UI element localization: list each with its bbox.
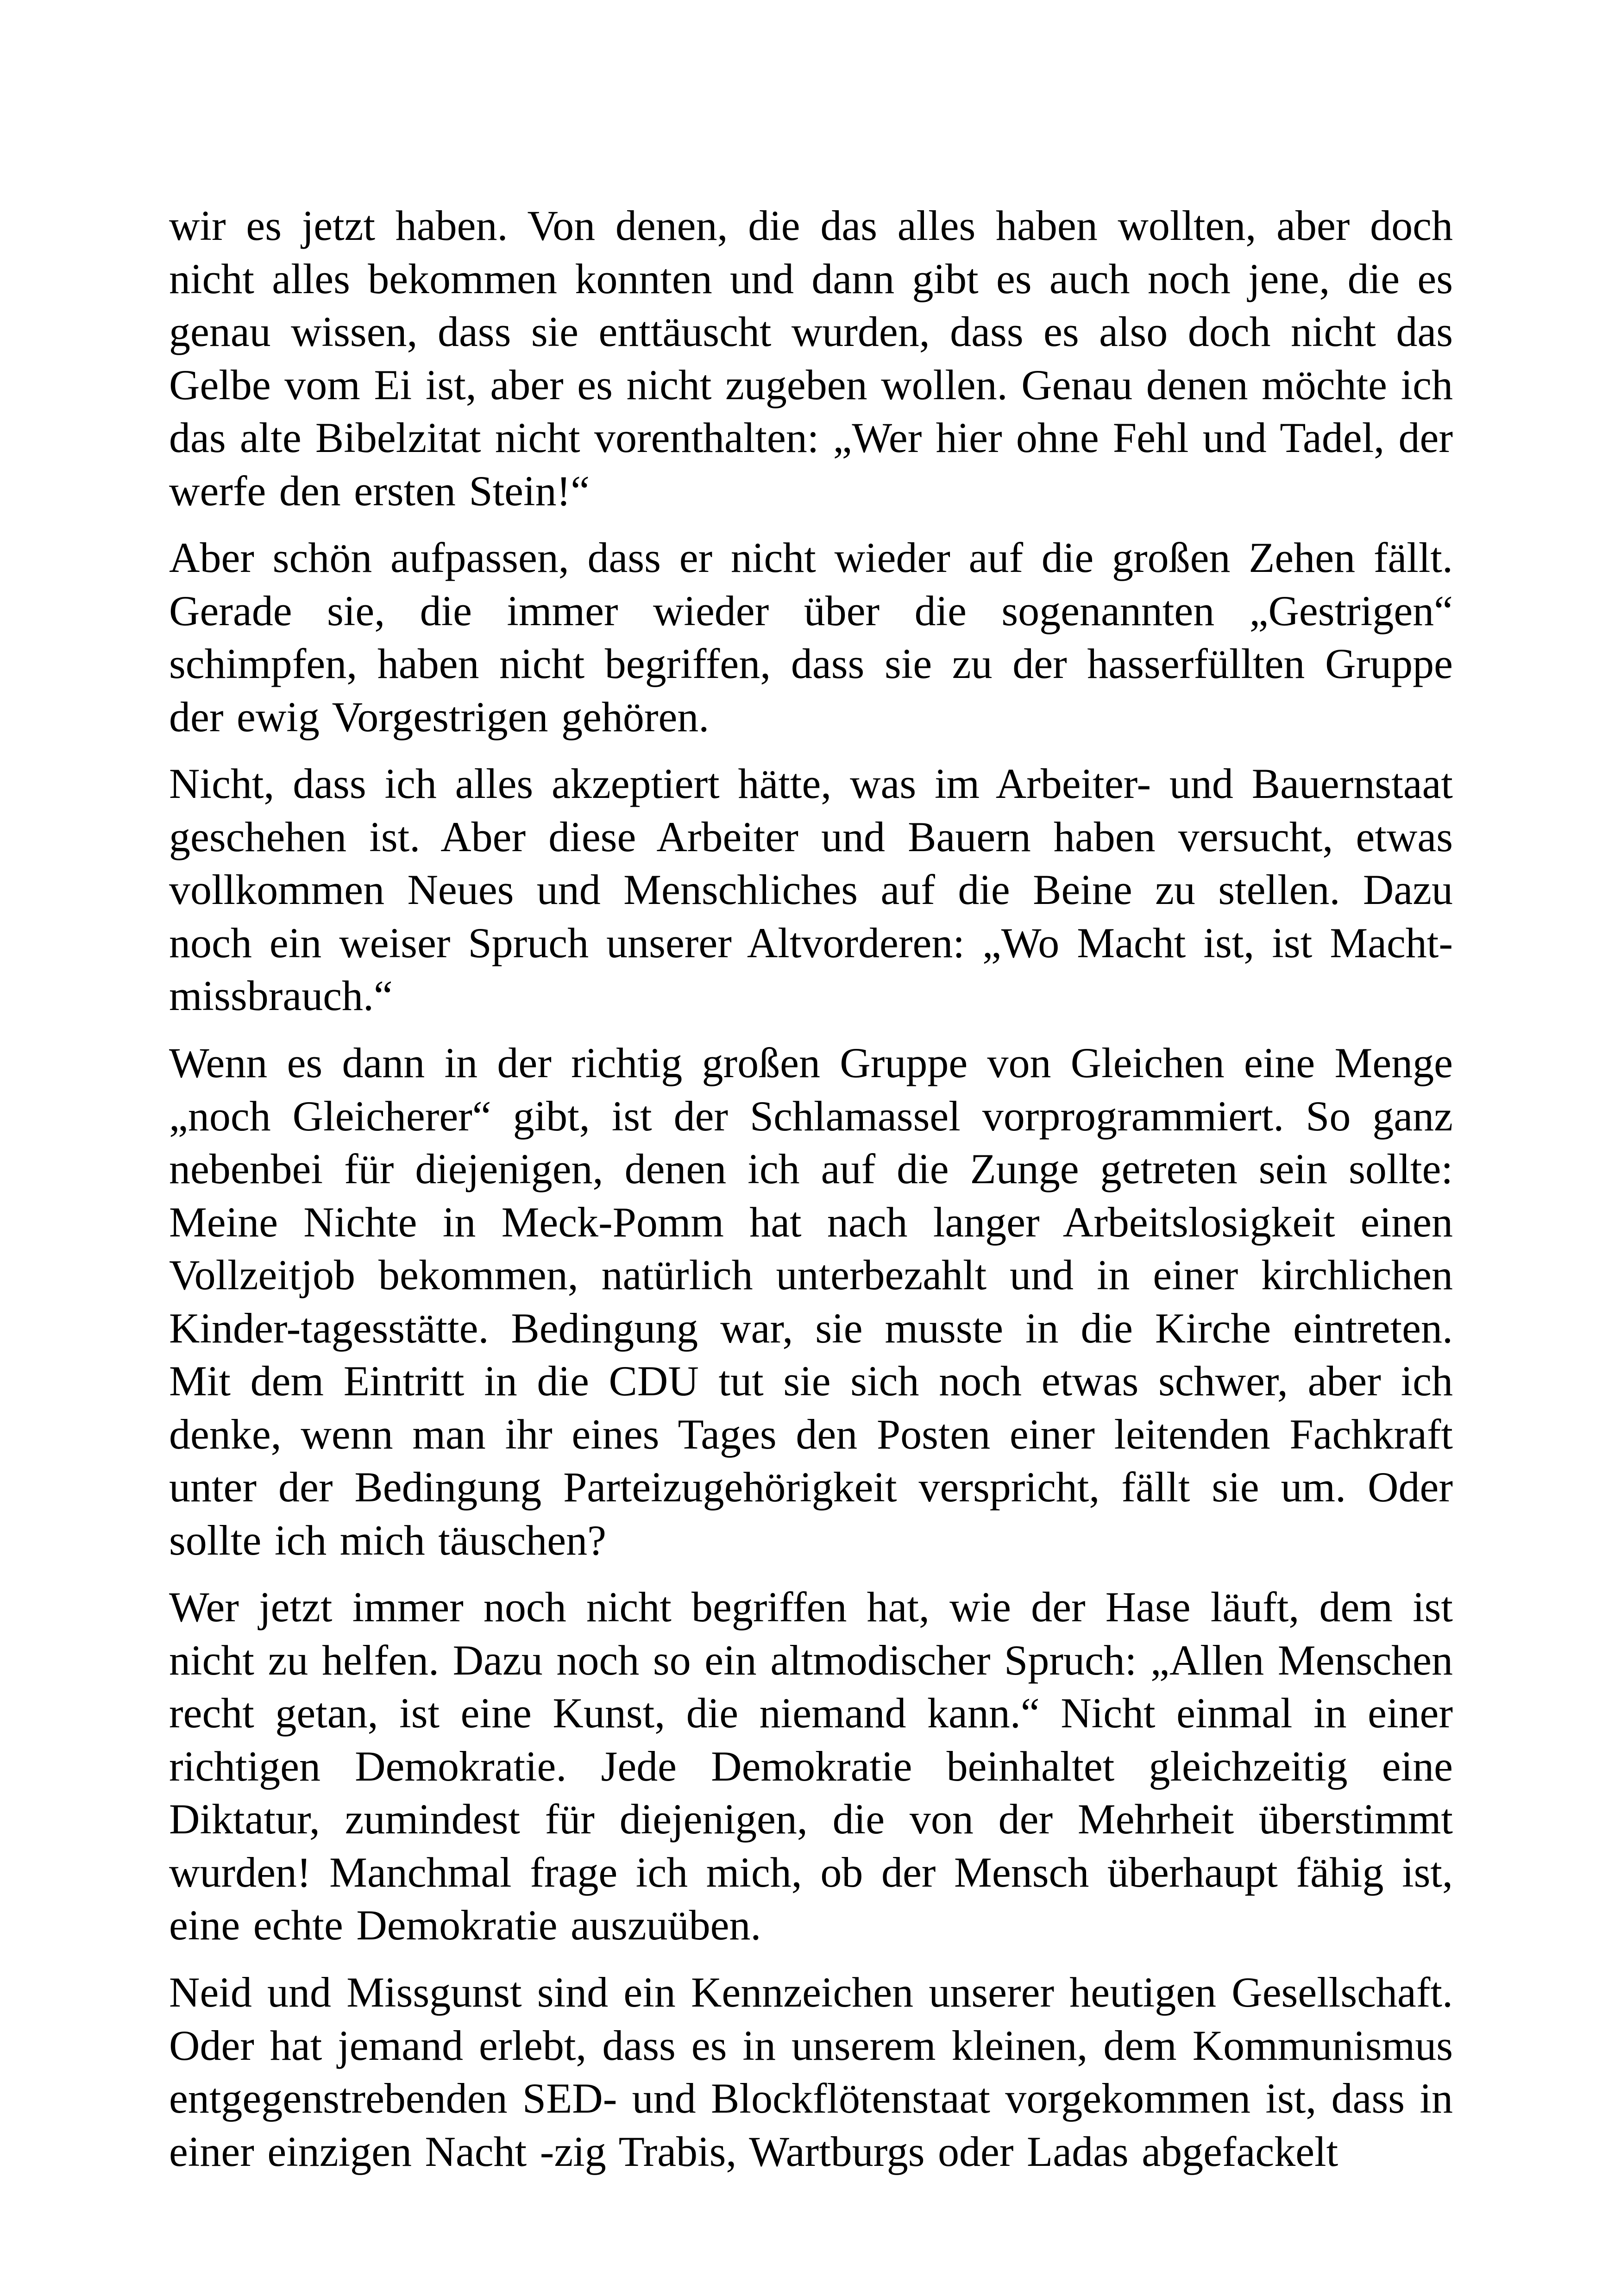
paragraph: Wenn es dann in der richtig großen Gruppe von Gleichen eine Menge „noch Gleicherer“ gibt, ist der Schlamassel vorprogrammiert. So ganz nebenbei für diejenigen, denen ich auf die Zunge getreten sein sollte: Meine Nichte in Meck-Pomm hat nach langer Arbeitslosigkeit einen Vollzeitjob bekommen, natürlich unterbezahlt und in einer kirchlichen Kinder-tagesstätte. Bedingung war, sie musste in die Kirche eintreten. Mit dem Eintritt in die CDU tut sie sich noch etwas schwer, aber ich denke, wenn man ihr eines Tages den Posten einer leitenden Fachkraft unter der Bedingung Parteizugehörigkeit verspricht, fällt sie um. Oder sollte ich mich täuschen?: [169, 1039, 1453, 1564]
paragraph: Nicht, dass ich alles akzeptiert hätte, was im Arbeiter- und Bauernstaat geschehen ist. Aber diese Arbeiter und Bauern haben versucht, etwas vollkommen Neues und Menschliches auf die Beine zu stellen. Dazu noch ein weiser Spruch unserer Altvorderen: „Wo Macht ist, ist Macht-missbrauch.“: [169, 760, 1453, 1020]
text-block: [169, 199, 1453, 2178]
paragraph: wir es jetzt haben. Von denen, die das alles haben wollten, aber doch nicht alles bekommen konnten und dann gibt es auch noch jene, die es genau wissen, dass sie enttäuscht wurden, dass es also doch nicht das Gelbe vom Ei ist, aber es nicht zugeben wollen. Genau denen möchte ich das alte Bibelzitat nicht vorenthalten: „Wer hier ohne Fehl und Tadel, der werfe den ersten Stein!“: [169, 202, 1453, 514]
paragraph: Wer jetzt immer noch nicht begriffen hat, wie der Hase läuft, dem ist nicht zu helfen. Dazu noch so ein altmodischer Spruch: „Allen Menschen recht getan, ist eine Kunst, die niemand kann.“ Nicht einmal in einer richtigen Demokratie. Jede Demokratie beinhaltet gleichzeitig eine Diktatur, zumindest für diejenigen, die von der Mehrheit überstimmt wurden! Manchmal frage ich mich, ob der Mensch überhaupt fähig ist, eine echte Demokratie auszuüben.: [169, 1583, 1453, 1949]
paragraph: Aber schön aufpassen, dass er nicht wieder auf die großen Zehen fällt. Gerade sie, die immer wieder über die sogenannten „Gestrigen“ schimpfen, haben nicht begriffen, dass sie zu der hasserfüllten Gruppe der ewig Vorgestrigen gehören.: [169, 534, 1453, 740]
paragraph: Neid und Missgunst sind ein Kennzeichen unserer heutigen Gesellschaft. Oder hat jemand erlebt, dass es in unserem kleinen, dem Kommunismus entgegenstrebenden SED- und Blockflötenstaat vorgekommen ist, dass in einer einzigen Nacht -zig Trabis, Wartburgs oder Ladas abgefackelt: [169, 1969, 1453, 2175]
